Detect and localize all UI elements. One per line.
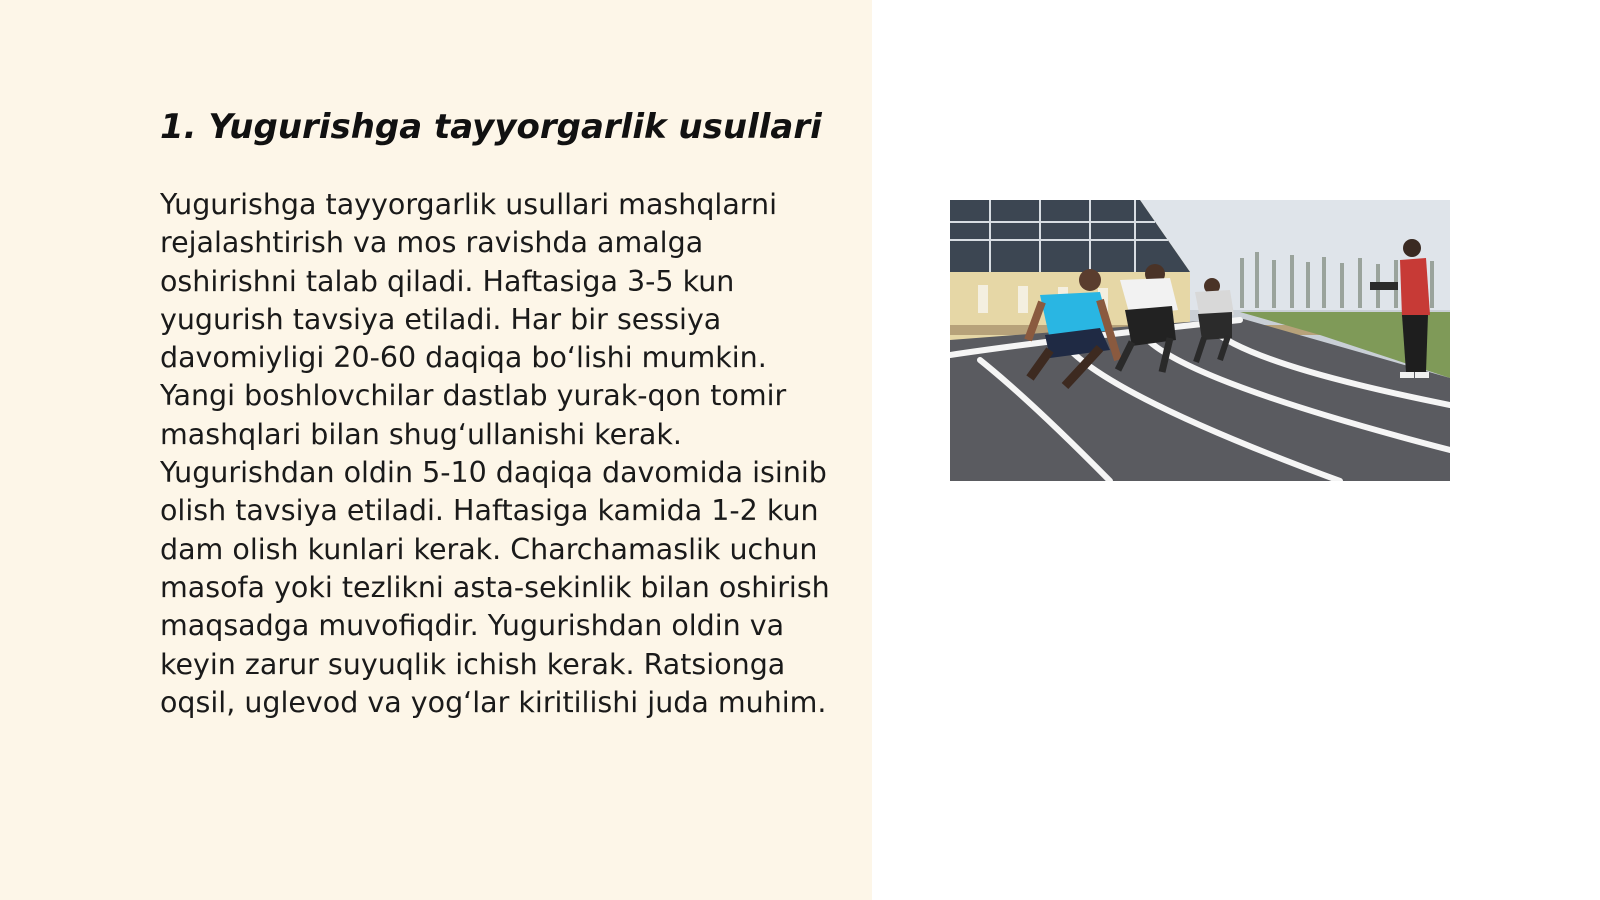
- slide-title: 1. Yugurishga tayyorgarlik usullari: [160, 107, 822, 147]
- running-track-photo: [950, 200, 1450, 481]
- slide-body-text: Yugurishga tayyorgarlik usullari mashqlarni rejalashtirish va mos ravishda amalga oshirishni talab qiladi. Haftasiga 3-5 kun yugurish tavsiya etiladi. Har bir sessiya davomiyligi 20-60 daqiqa boʻlishi mumkin. Yangi boshlovchilar dastlab yurak-qon tomir mashqlari bilan shugʻullanishi kerak. Yugurishdan oldin 5-10 daqiqa davomida isinib olish tavsiya etiladi. Haftasiga kamida 1-2 kun dam olish kunlari kerak. Charchamaslik uchun masofa yoki tezlikni asta-sekinlik bilan oshirish maqsadga muvofiqdir. Yugurishdan oldin va keyin zarur suyuqlik ichish kerak. Ratsionga oqsil, uglevod va yogʻlar kiritilishi juda muhim.: [160, 188, 830, 719]
